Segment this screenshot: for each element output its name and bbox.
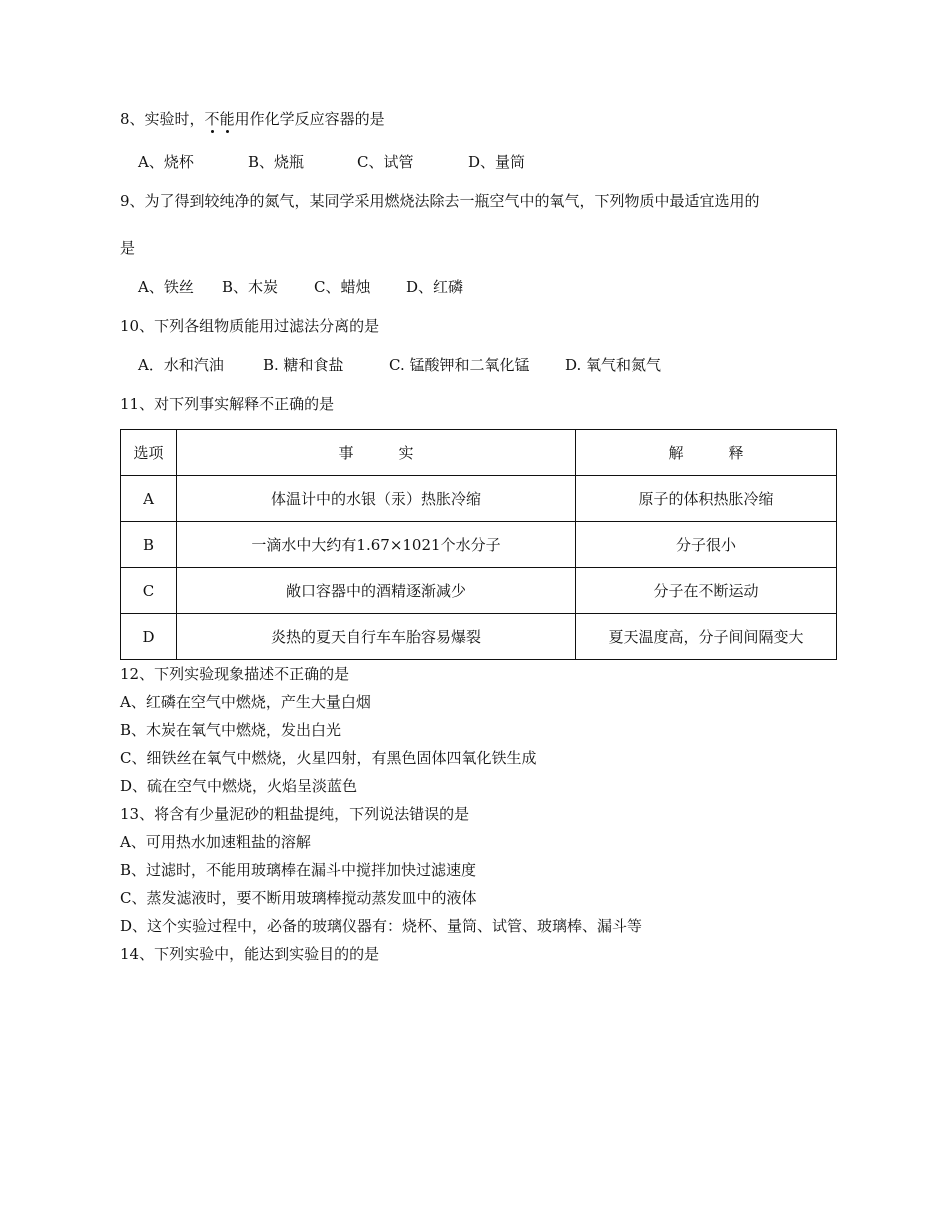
q12-option-d: D、硫在空气中燃烧，火焰呈淡蓝色 xyxy=(120,777,358,795)
table-row xyxy=(121,522,837,568)
q11-facts-table xyxy=(120,429,837,660)
row-explanation: 原子的体积热胀冷缩 xyxy=(576,476,837,522)
row-explanation: 夏天温度高，分子间间隔变大 xyxy=(576,614,837,660)
row-option: C xyxy=(121,568,177,614)
q8-option-a: A、烧杯 xyxy=(138,153,194,171)
q10-option-d: D. 氧气和氮气 xyxy=(565,356,662,374)
q12-option-b: B、木炭在氧气中燃烧，发出白光 xyxy=(120,721,342,739)
table-header-row xyxy=(121,430,837,476)
q14-stem: 14、下列实验中，能达到实验目的的是 xyxy=(120,945,380,963)
row-fact: 炎热的夏天自行车车胎容易爆裂 xyxy=(177,614,576,660)
header-explanation: 解 释 xyxy=(576,430,837,476)
q9-option-d: D、红磷 xyxy=(406,278,464,296)
row-fact: 一滴水中大约有1.67×1021个水分子 xyxy=(177,522,576,568)
q8-option-d: D、量筒 xyxy=(468,153,526,171)
q9-option-b: B、木炭 xyxy=(222,278,279,296)
q13-option-c: C、蒸发滤液时，要不断用玻璃棒搅动蒸发皿中的液体 xyxy=(120,889,477,907)
q8-stem-prefix: 8、实验时， xyxy=(120,110,205,128)
q11-stem: 11、对下列事实解释不正确的是 xyxy=(120,395,335,413)
q9-stem-line2: 是 xyxy=(120,239,136,257)
q9-option-a: A、铁丝 xyxy=(138,278,194,296)
table-row xyxy=(121,476,837,522)
row-fact: 体温计中的水银（汞）热胀冷缩 xyxy=(177,476,576,522)
row-option: D xyxy=(121,614,177,660)
row-explanation: 分子很小 xyxy=(576,522,837,568)
q8-options xyxy=(138,152,525,172)
q12-stem: 12、下列实验现象描述不正确的是 xyxy=(120,665,350,683)
q12-option-c: C、细铁丝在氧气中燃烧，火星四射，有黑色固体四氧化铁生成 xyxy=(120,749,537,767)
header-option: 选项 xyxy=(121,430,177,476)
q13-option-d: D、这个实验过程中，必备的玻璃仪器有：烧杯、量筒、试管、玻璃棒、漏斗等 xyxy=(120,917,643,935)
q9-options xyxy=(138,277,463,297)
row-explanation: 分子在不断运动 xyxy=(576,568,837,614)
q8-stem-suffix: 用作化学反应容器的是 xyxy=(234,110,385,128)
q13-option-b: B、过滤时，不能用玻璃棒在漏斗中搅拌加快过滤速度 xyxy=(120,861,477,879)
q8-emphasis-char-1: 不 xyxy=(204,110,220,128)
q10-option-b: B. 糖和食盐 xyxy=(263,356,344,374)
q12-option-a: A、红磷在空气中燃烧，产生大量白烟 xyxy=(120,693,371,711)
q10-stem: 10、下列各组物质能用过滤法分离的是 xyxy=(120,317,380,335)
q10-option-a: A．水和汽油 xyxy=(138,356,224,374)
header-fact: 事 实 xyxy=(177,430,576,476)
q13-option-a: A、可用热水加速粗盐的溶解 xyxy=(120,833,311,851)
row-option: B xyxy=(121,522,177,568)
q13-stem: 13、将含有少量泥砂的粗盐提纯，下列说法错误的是 xyxy=(120,805,470,823)
q8-stem xyxy=(120,109,385,129)
q8-option-c: C、试管 xyxy=(357,153,414,171)
q10-options xyxy=(138,355,661,375)
q9-option-c: C、蜡烛 xyxy=(314,278,371,296)
row-fact: 敞口容器中的酒精逐渐减少 xyxy=(177,568,576,614)
q8-emphasis-char-2: 能 xyxy=(219,110,235,128)
q9-stem-line1: 9、为了得到较纯净的氮气，某同学采用燃烧法除去一瓶空气中的氧气，下列物质中最适宜选用的 xyxy=(120,192,760,210)
row-option: A xyxy=(121,476,177,522)
table-row xyxy=(121,568,837,614)
q10-option-c: C. 锰酸钾和二氧化锰 xyxy=(389,356,530,374)
table-row xyxy=(121,614,837,660)
q8-option-b: B、烧瓶 xyxy=(248,153,305,171)
